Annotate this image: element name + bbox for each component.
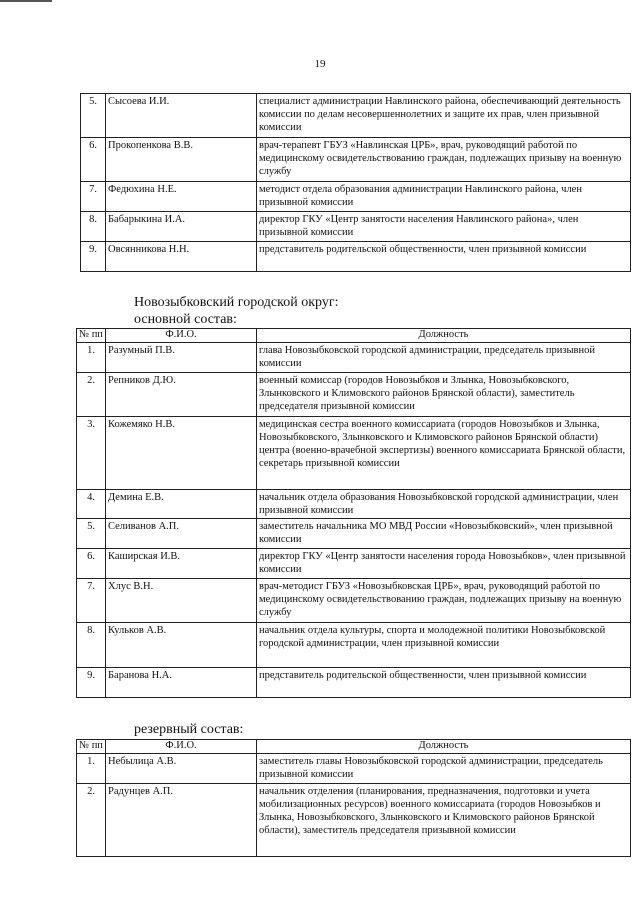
table-row: [77, 373, 631, 417]
row-number: 6.: [77, 549, 106, 579]
member-position: врач-терапевт ГБУЗ «Навлинская ЦРБ», врач, руководящий работой по медицинскому освидетельствованию граждан, подлежащих призыву на военную службу: [257, 138, 631, 182]
member-name: Кульков А.В.: [106, 623, 257, 668]
table-row: [77, 417, 631, 490]
member-position: глава Новозыбковской городской администрации, председатель призывной комиссии: [257, 343, 631, 373]
row-number: 8.: [77, 623, 106, 668]
member-position: врач-методист ГБУЗ «Новозыбковская ЦРБ», врач, руководящий работой по медицинскому освидетельствованию граждан, подлежащих призыву на военную службу: [257, 579, 631, 623]
member-name: Прокопенкова В.В.: [106, 138, 257, 182]
row-number: 8.: [81, 212, 106, 242]
header-position: Должность: [257, 329, 631, 343]
section-heading-novozybkov: Новозыбковский городской округ:: [134, 295, 339, 310]
member-name: Репников Д.Ю.: [106, 373, 257, 417]
table-row: [81, 242, 631, 272]
table-row: [77, 549, 631, 579]
table-row: [77, 668, 631, 698]
member-name: Бабарыкина И.А.: [106, 212, 257, 242]
member-position: военный комиссар (городов Новозыбков и Злынка, Новозыбковского, Злынковского и Климовского районов Брянской области), заместитель председателя призывной комиссии: [257, 373, 631, 417]
members-table-continued: [80, 93, 631, 272]
table-header: [77, 740, 631, 754]
member-position: заместитель начальника МО МВД России «Новозыбковский», член призывной комиссии: [257, 519, 631, 549]
member-position: директор ГКУ «Центр занятости населения Навлинского района», член призывной комиссии: [257, 212, 631, 242]
row-number: 7.: [81, 182, 106, 212]
member-position: специалист администрации Навлинского района, обеспечивающий деятельность комиссии по делам несовершеннолетних и защите их прав, член призывной комиссии: [257, 94, 631, 138]
section-heading-reserve: резервный состав:: [134, 722, 244, 737]
member-name: Небылица А.В.: [106, 754, 257, 784]
member-position: начальник отдела культуры, спорта и молодежной политики Новозыбковской городской администрации, член призывной комиссии: [257, 623, 631, 668]
member-name: Радунцев А.П.: [106, 784, 257, 857]
table-row: [77, 579, 631, 623]
table-row: [77, 623, 631, 668]
table-body: [77, 754, 631, 857]
member-position: методист отдела образования администрации Навлинского района, член призывной комиссии: [257, 182, 631, 212]
member-name: Каширская И.В.: [106, 549, 257, 579]
table-header: [77, 329, 631, 343]
header-name: Ф.И.О.: [106, 740, 257, 754]
member-name: Овсянникова Н.Н.: [106, 242, 257, 272]
table-row: [77, 519, 631, 549]
row-number: 7.: [77, 579, 106, 623]
section-subheading-main: основной состав:: [134, 312, 237, 327]
member-name: Демина Е.В.: [106, 490, 257, 519]
member-name: Кожемяко Н.В.: [106, 417, 257, 490]
table-row: [81, 138, 631, 182]
member-name: Федюхина Н.Е.: [106, 182, 257, 212]
table-row: [81, 212, 631, 242]
row-number: 5.: [77, 519, 106, 549]
member-position: представитель родительской общественности, член призывной комиссии: [257, 668, 631, 698]
row-number: 9.: [77, 668, 106, 698]
corner-mark: [0, 0, 52, 2]
member-name: Селиванов А.П.: [106, 519, 257, 549]
header-position: Должность: [257, 740, 631, 754]
member-name: Баранова Н.А.: [106, 668, 257, 698]
row-number: 1.: [77, 754, 106, 784]
row-number: 4.: [77, 490, 106, 519]
member-position: заместитель главы Новозыбковской городской администрации, председатель призывной комиссии: [257, 754, 631, 784]
table-row: [77, 343, 631, 373]
member-position: начальник отдела образования Новозыбковской городской администрации, член призывной комиссии: [257, 490, 631, 519]
table-body: [81, 94, 631, 272]
member-name: Сысоева И.И.: [106, 94, 257, 138]
header-number: № пп: [77, 329, 106, 343]
row-number: 5.: [81, 94, 106, 138]
header-name: Ф.И.О.: [106, 329, 257, 343]
member-position: начальник отделения (планирования, предназначения, подготовки и учета мобилизационных ресурсов) военного комиссариата (городов Новозыбков и Злынка, Новозыбковского, Злынковского и Климовского районов Брянской области), заместитель председателя призывной комиссии: [257, 784, 631, 857]
table-row: [77, 784, 631, 857]
row-number: 3.: [77, 417, 106, 490]
table-body: [77, 343, 631, 698]
row-number: 2.: [77, 784, 106, 857]
member-name: Разумный П.В.: [106, 343, 257, 373]
row-number: 9.: [81, 242, 106, 272]
member-position: представитель родительской общественности, член призывной комиссии: [257, 242, 631, 272]
table-row: [81, 94, 631, 138]
member-position: медицинская сестра военного комиссариата (городов Новозыбков и Злынка, Новозыбковского, Злынковского и Климовского районов Брянской области) центра (военно-врачебной экспертизы) военного комиссариата Брянской области, секретарь призывной комиссии: [257, 417, 631, 490]
main-composition-table: [76, 328, 631, 698]
member-name: Хлус В.Н.: [106, 579, 257, 623]
row-number: 1.: [77, 343, 106, 373]
reserve-composition-table: [76, 739, 631, 857]
header-number: № пп: [77, 740, 106, 754]
row-number: 2.: [77, 373, 106, 417]
page-number: 19: [314, 58, 326, 70]
table-row: [77, 754, 631, 784]
table-row: [77, 490, 631, 519]
table-row: [81, 182, 631, 212]
member-position: директор ГКУ «Центр занятости населения города Новозыбков», член призывной комиссии: [257, 549, 631, 579]
row-number: 6.: [81, 138, 106, 182]
